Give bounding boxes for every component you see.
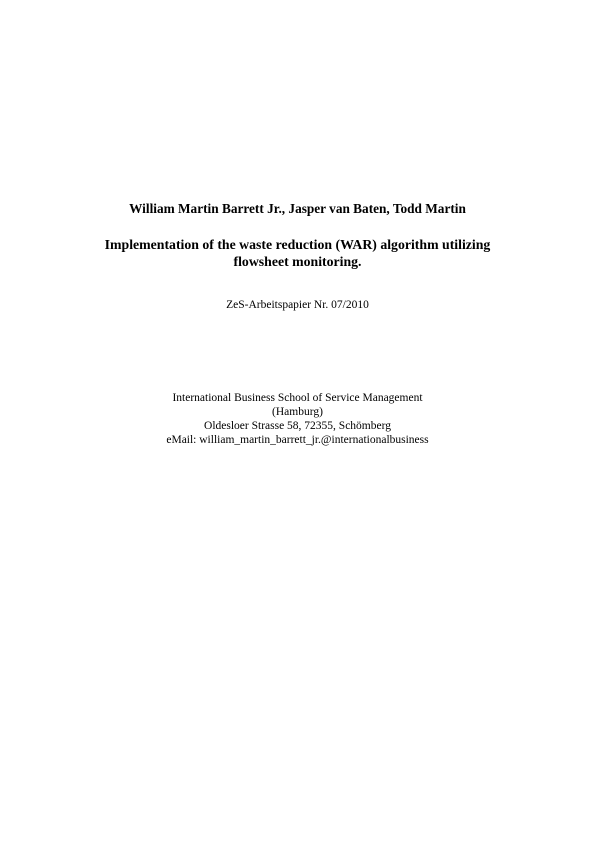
paper-title	[60, 236, 535, 270]
author-list: William Martin Barrett Jr., Jasper van Baten, Todd Martin	[129, 201, 466, 216]
paper-title-line-2: flowsheet monitoring.	[233, 254, 362, 269]
paper-title-line-1: Implementation of the waste reduction (WAR) algorithm utilizing	[104, 237, 491, 252]
affiliation-block	[0, 391, 595, 447]
institution-city: (Hamburg)	[272, 406, 323, 418]
institution-address: Oldesloer Strasse 58, 72355, Schömberg	[204, 420, 391, 432]
contact-email: eMail: william_martin_barrett_jr.@internationalbusiness	[166, 434, 429, 446]
working-paper-number: ZeS-Arbeitspapier Nr. 07/2010	[226, 299, 369, 311]
institution-name: International Business School of Service Management	[172, 392, 423, 404]
